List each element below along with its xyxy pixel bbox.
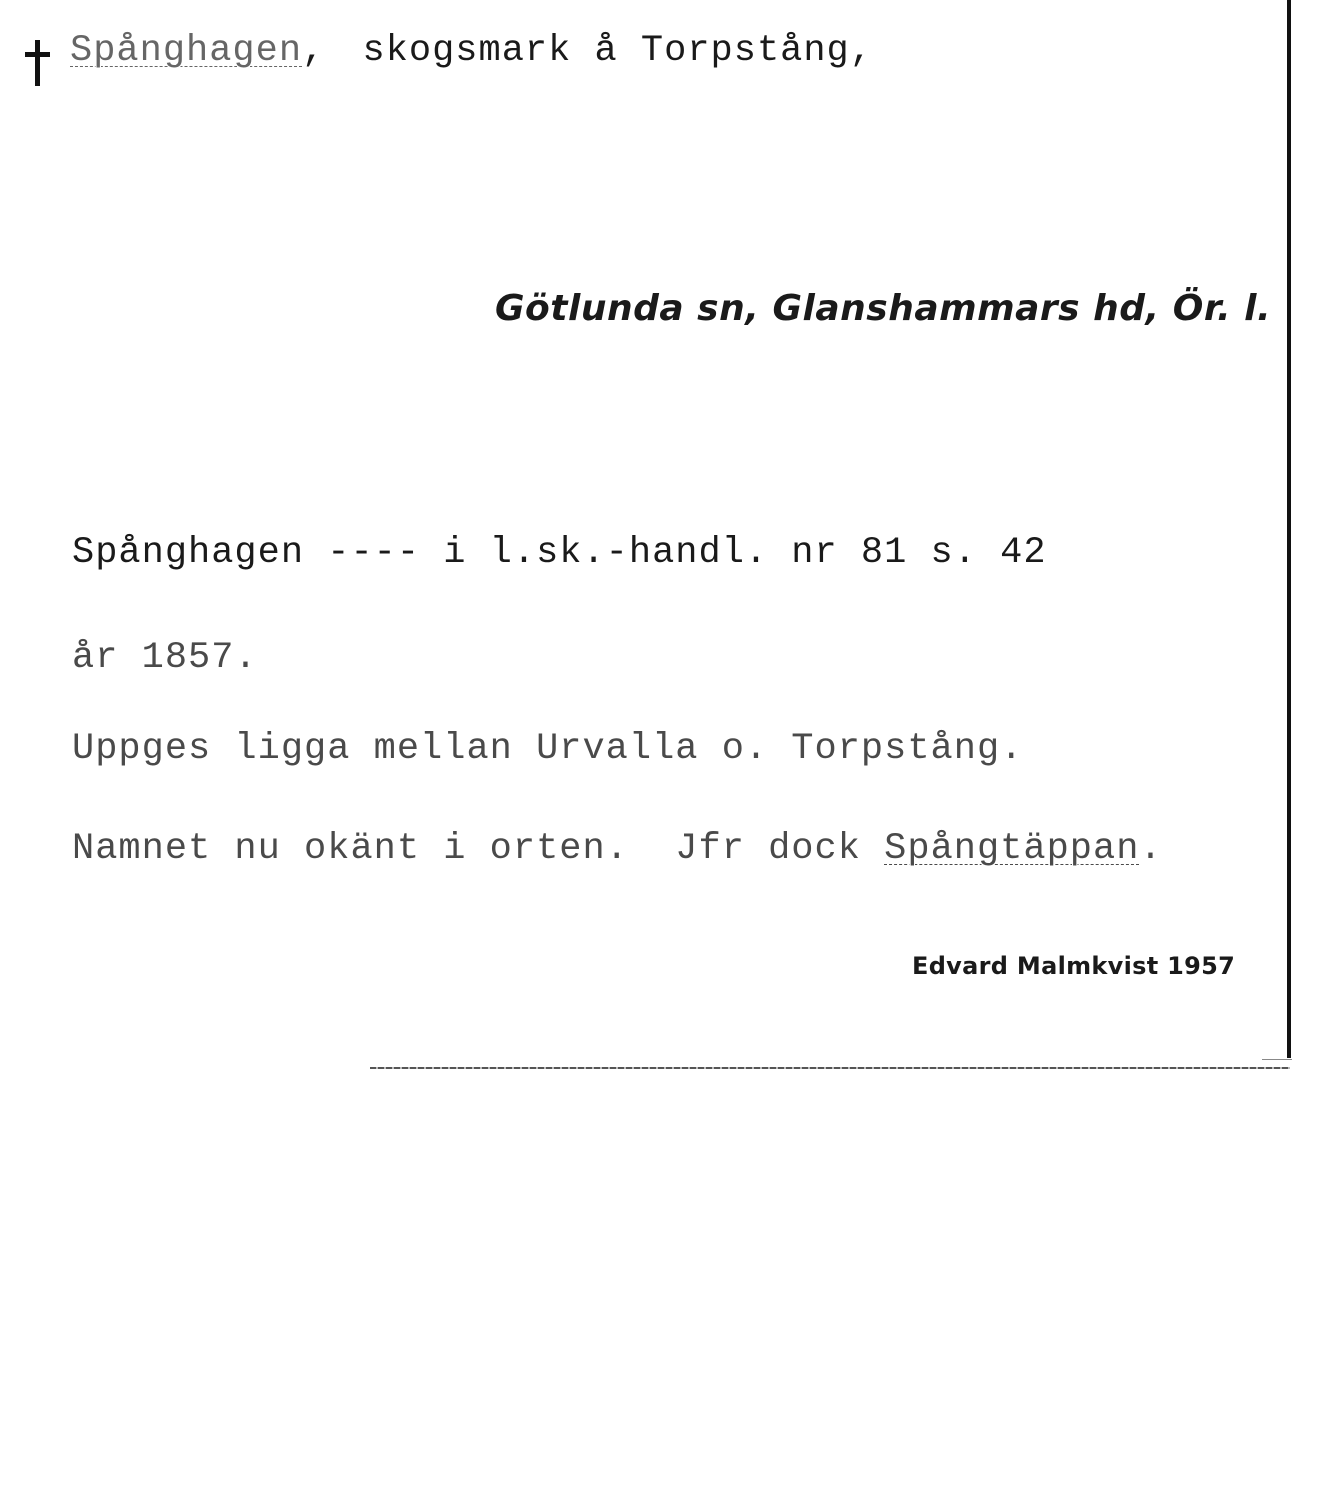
body-line-location-note: Uppges ligga mellan Urvalla o. Torpstång.	[72, 728, 1024, 770]
signature: Edvard Malmkvist 1957	[912, 952, 1236, 980]
headword-description: skogsmark å Torpstång,	[362, 30, 873, 72]
reference-prefix: Namnet nu okänt i orten. Jfr dock	[72, 828, 861, 870]
card-bottom-edge	[370, 1067, 1290, 1069]
card-corner-mark	[1262, 1059, 1292, 1060]
card-right-edge	[1287, 0, 1291, 1058]
body-line-reference	[72, 828, 1163, 870]
headword-separator: ,	[302, 30, 326, 72]
reference-end: .	[1139, 828, 1163, 870]
reference-name: Spångtäppan	[884, 828, 1140, 870]
location-line: Götlunda sn, Glanshammars hd, Ör. l.	[495, 288, 1272, 329]
body-line-source: Spånghagen ---- i l.sk.-handl. nr 81 s. 42	[72, 532, 1047, 574]
cross-icon	[22, 38, 52, 88]
headword: Spånghagen	[70, 30, 303, 72]
headword-line	[70, 30, 873, 72]
body-line-year: år 1857.	[72, 637, 258, 679]
